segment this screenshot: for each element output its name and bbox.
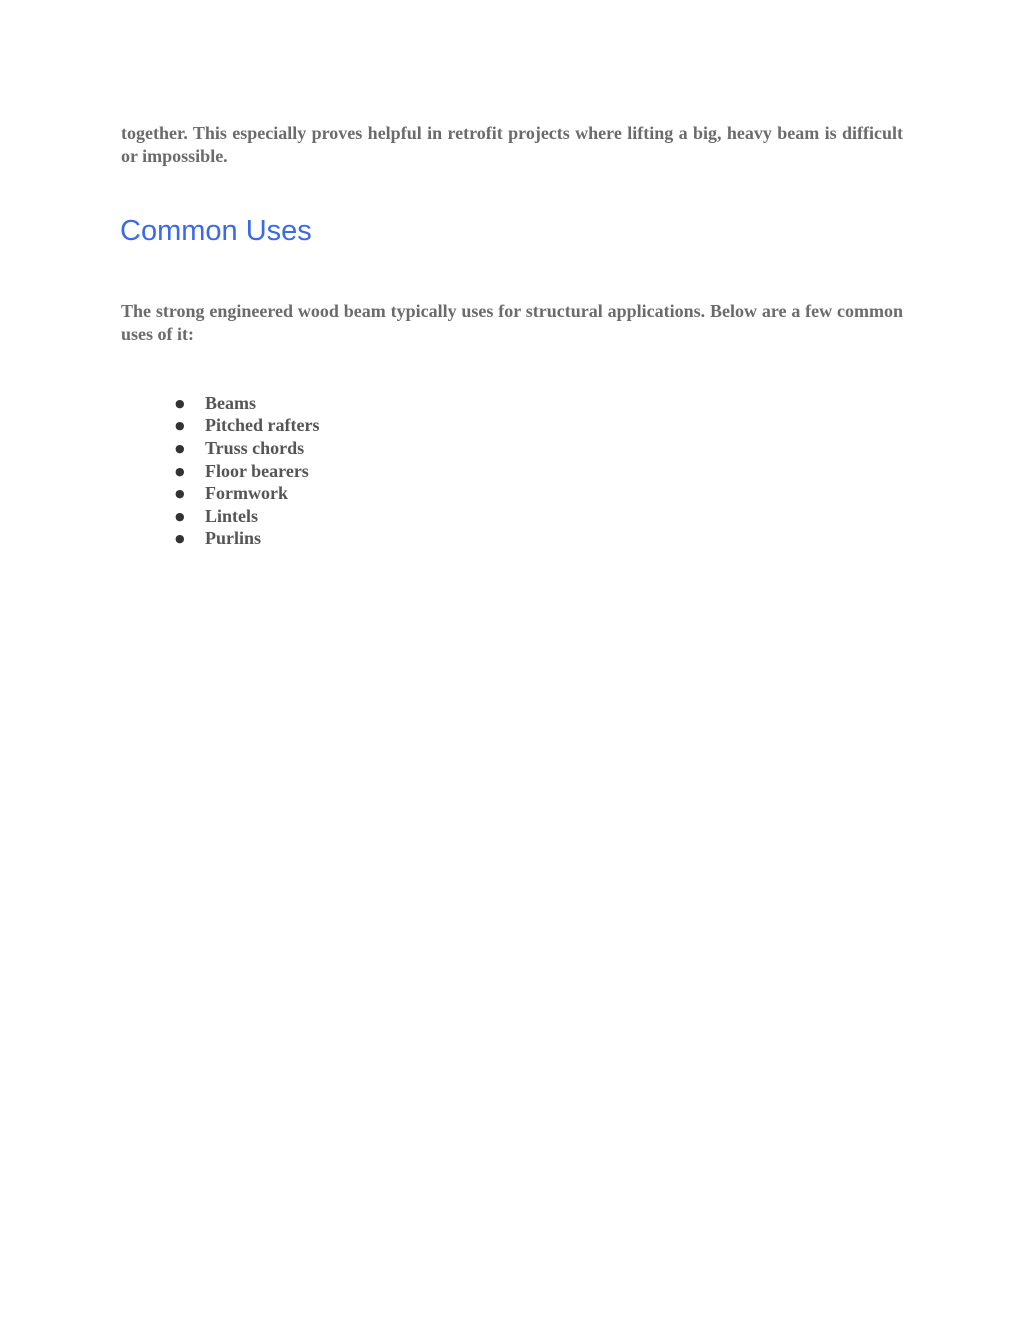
bullet-icon: ● — [175, 464, 185, 478]
list-item-label: Purlins — [205, 528, 262, 549]
list-item-label: Beams — [205, 392, 256, 413]
list-item — [171, 415, 319, 438]
list-item-label: Lintels — [205, 505, 259, 526]
list-item — [171, 437, 319, 460]
intro-paragraph: together. This especially proves helpful in retrofit projects where lifting a big, heavy beam is difficult or impossible. — [121, 123, 903, 166]
list-item-label: Floor bearers — [205, 460, 309, 481]
section-paragraph: The strong engineered wood beam typically uses for structural applications. Below are a few common uses of it: — [121, 301, 903, 344]
bullet-icon: ● — [175, 532, 185, 546]
bullet-icon: ● — [175, 396, 185, 410]
bullet-icon: ● — [175, 419, 185, 433]
list-item — [171, 460, 319, 483]
list-item — [171, 482, 319, 505]
bullet-icon: ● — [175, 487, 185, 501]
section-heading: Common Uses — [120, 215, 312, 247]
bullet-icon: ● — [175, 509, 185, 523]
list-item — [171, 528, 319, 551]
uses-list — [171, 392, 319, 550]
list-item — [171, 392, 319, 415]
list-item-label: Truss chords — [205, 437, 305, 458]
bullet-icon: ● — [175, 441, 185, 455]
list-item — [171, 505, 319, 528]
list-item-label: Formwork — [205, 483, 288, 504]
list-item-label: Pitched rafters — [205, 415, 320, 436]
